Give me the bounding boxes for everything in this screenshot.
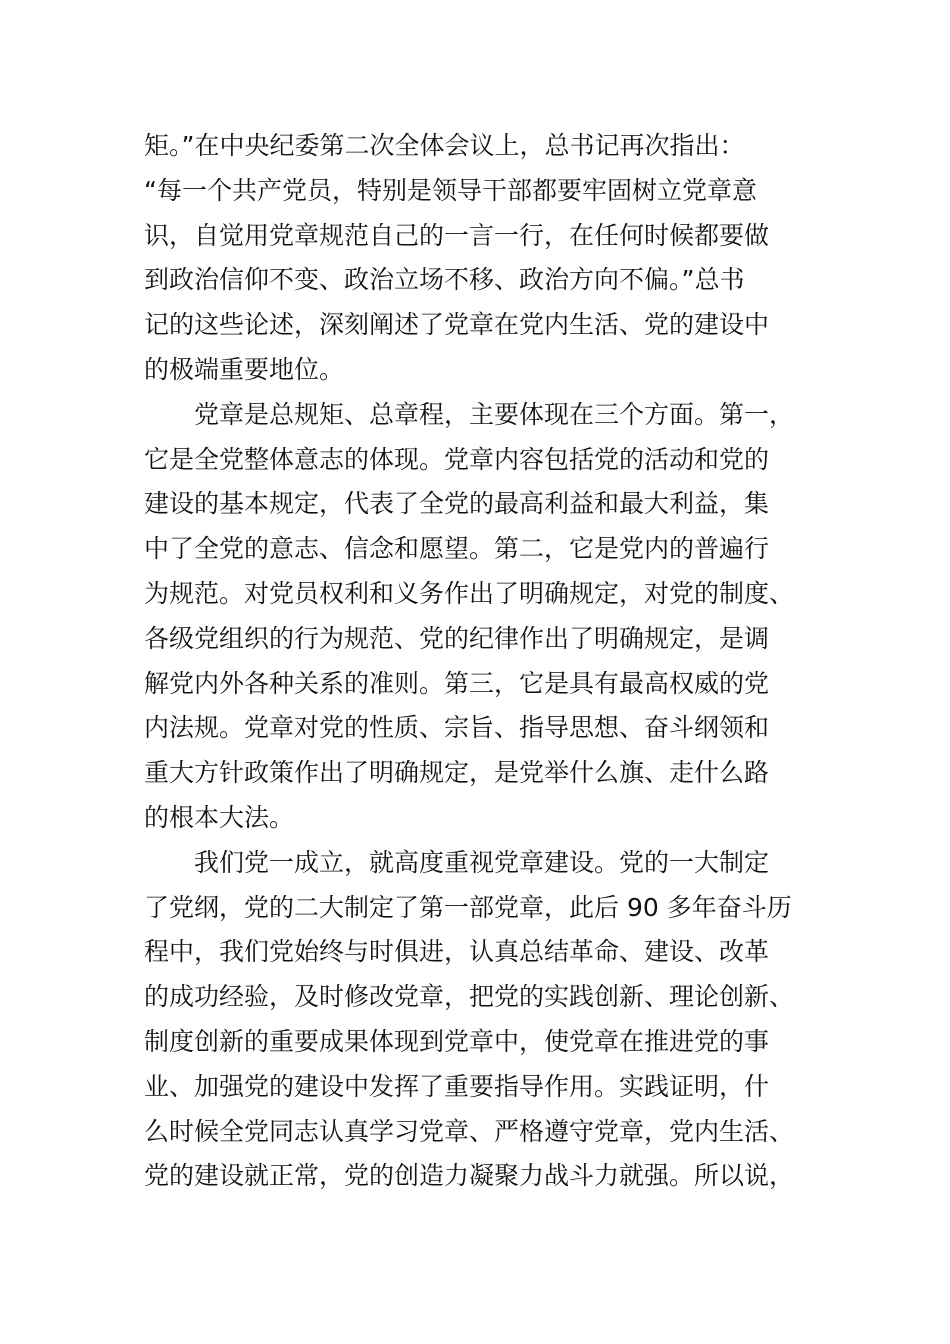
text-line: 它是全党整体意志的体现。党章内容包括党的活动和党的 <box>144 444 770 474</box>
text-line: 程中，我们党始终与时俱进，认真总结革命、建设、改革 <box>144 937 770 967</box>
text-line: 各级党组织的行为规范、党的纪律作出了明确规定，是调 <box>144 623 770 653</box>
text-line: 业、加强党的建设中发挥了重要指导作用。实践证明，什 <box>144 1071 770 1101</box>
text-line: “每一个共产党员，特别是领导干部都要牢固树立党章意 <box>144 175 757 205</box>
text-line: 矩。”在中央纪委第二次全体会议上，总书记再次指出： <box>144 131 745 160</box>
text-line: 识，自觉用党章规范自己的一言一行，在任何时候都要做 <box>144 220 770 250</box>
text-line: 内法规。党章对党的性质、宗旨、指导思想、奋斗纲领和 <box>144 713 770 743</box>
text-line: 党的建设就正常，党的创造力凝聚力战斗力就强。所以说， <box>144 1161 795 1191</box>
text-line: 了党纲，党的二大制定了第一部党章，此后 90 多年奋斗历 <box>144 892 792 922</box>
text-line: 记的这些论述，深刻阐述了党章在党内生活、党的建设中 <box>144 310 770 340</box>
text-line: 的根本大法。 <box>144 802 295 832</box>
text-line: 的成功经验，及时修改党章，把党的实践创新、理论创新、 <box>144 982 795 1012</box>
text-line: 建设的基本规定，代表了全党的最高利益和最大利益，集 <box>144 489 770 519</box>
text-line: 中了全党的意志、信念和愿望。第二，它是党内的普遍行 <box>144 534 770 564</box>
text-line: 解党内外各种关系的准则。第三，它是具有最高权威的党 <box>144 668 770 698</box>
text-line: 到政治信仰不变、政治立场不移、政治方向不偏。”总书 <box>144 265 745 295</box>
text-line: 为规范。对党员权利和义务作出了明确规定，对党的制度、 <box>144 578 795 608</box>
text-line: 我们党一成立，就高度重视党章建设。党的一大制定 <box>194 847 770 877</box>
text-line: 么时候全党同志认真学习党章、严格遵守党章，党内生活、 <box>144 1116 795 1146</box>
text-line: 的极端重要地位。 <box>144 354 345 384</box>
text-line: 制度创新的重要成果体现到党章中，使党章在推进党的事 <box>144 1026 770 1056</box>
text-line: 党章是总规矩、总章程，主要体现在三个方面。第一， <box>194 399 795 429</box>
body-text <box>144 124 814 1199</box>
text-line: 重大方针政策作出了明确规定，是党举什么旗、走什么路 <box>144 758 770 788</box>
